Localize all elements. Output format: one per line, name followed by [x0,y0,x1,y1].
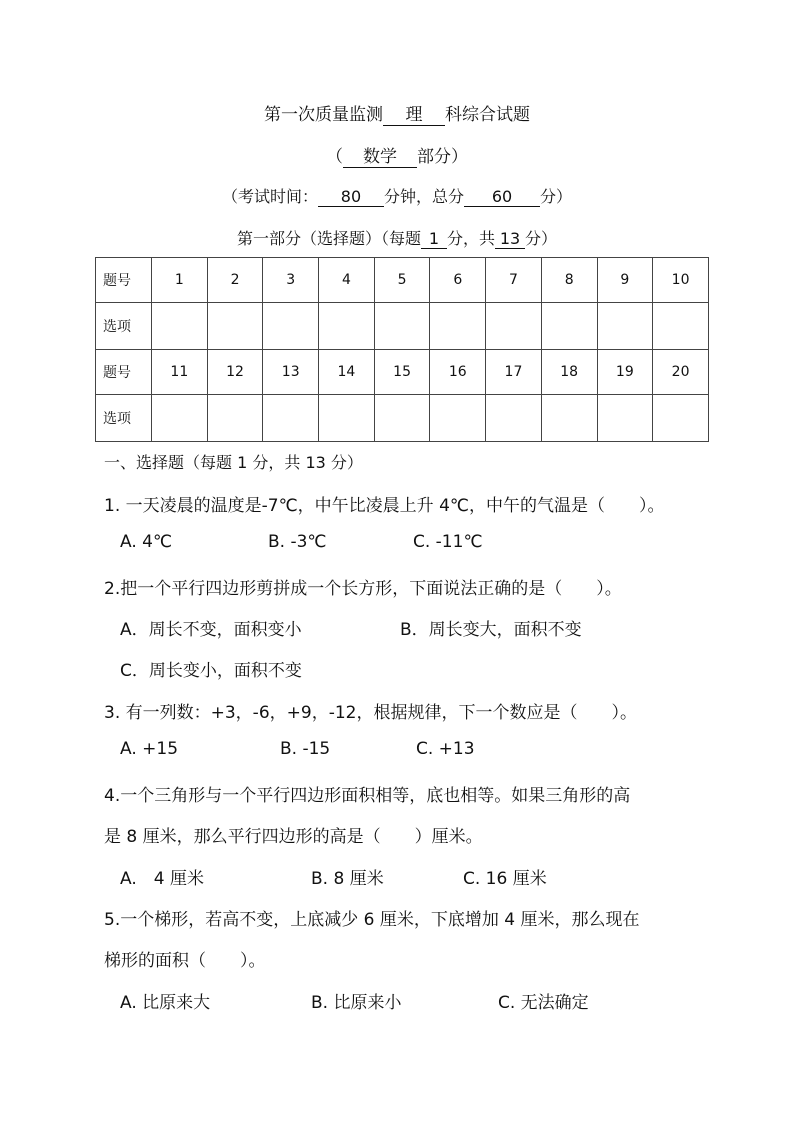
subject-blank: 理 [383,107,445,126]
answer-cell[interactable] [207,303,263,350]
question-number-cell: 11 [152,350,208,395]
question-number-cell: 14 [319,350,375,395]
question-4-text-line-1: 4.一个三角形与一个平行四边形面积相等，底也相等。如果三角形的高 [104,786,631,806]
subtitle-subject-blank: 数学 [343,149,417,168]
part-one-end: 分） [525,229,558,248]
question-1-option-b: B. -3℃ [268,532,327,552]
answer-cell[interactable] [374,303,430,350]
exam-info [0,184,794,207]
answer-cell[interactable] [541,395,597,442]
question-5-option-c: C. 无法确定 [498,993,589,1013]
table-row [96,258,709,303]
question-number-cell: 6 [430,258,486,303]
question-1-text: 1. 一天凌晨的温度是-7℃，中午比凌晨上升 4℃，中午的气温是（ ）。 [104,496,665,516]
question-1-option-a: A. 4℃ [120,532,173,552]
title-suffix: 科综合试题 [445,105,530,125]
answer-cell[interactable] [430,395,486,442]
answer-cell[interactable] [486,303,542,350]
answer-cell[interactable] [152,303,208,350]
question-number-cell: 1 [152,258,208,303]
question-5-text-line-1: 5.一个梯形，若高不变，上底减少 6 厘米，下底增加 4 厘米，那么现在 [104,910,640,930]
question-4-text-line-2: 是 8 厘米，那么平行四边形的高是（ ）厘米。 [104,827,483,847]
section-one-heading: 一、选择题（每题 1 分，共 13 分） [104,453,363,472]
question-number-cell: 9 [597,258,653,303]
answer-cell[interactable] [152,395,208,442]
exam-time-label: （考试时间： [221,187,318,206]
answer-cell[interactable] [597,303,653,350]
question-5-option-a: A. 比原来大 [120,993,211,1013]
row-label-number: 题号 [96,350,152,395]
row-label-choice: 选项 [96,303,152,350]
question-2-option-a: A．周长不变，面积变小 [120,620,302,640]
exam-time-unit: 分钟，总分 [383,187,464,206]
question-4-option-b: B. 8 厘米 [311,869,384,889]
table-row [96,303,709,350]
part-one-total: 13 [495,231,525,249]
question-number-cell: 15 [374,350,430,395]
question-3-text: 3. 有一列数：+3，-6，+9，-12，根据规律，下一个数应是（ ）。 [104,703,637,723]
question-number-cell: 13 [263,350,319,395]
question-number-cell: 2 [207,258,263,303]
exam-title [0,100,794,126]
question-2-option-b: B．周长变大，面积不变 [400,620,582,640]
answer-cell[interactable] [263,395,319,442]
answer-cell[interactable] [319,395,375,442]
question-number-cell: 10 [653,258,709,303]
exam-time-value: 80 [318,189,384,207]
total-score-value: 60 [464,189,540,207]
question-number-cell: 20 [653,350,709,395]
question-1-option-c: C. -11℃ [413,532,483,552]
question-3-option-b: B. -15 [280,739,331,759]
row-label-choice: 选项 [96,395,152,442]
question-4-option-c: C. 16 厘米 [463,869,547,889]
question-number-cell: 4 [319,258,375,303]
question-2-text: 2.把一个平行四边形剪拼成一个长方形，下面说法正确的是（ ）。 [104,579,622,599]
question-5-text-line-2: 梯形的面积（ ）。 [104,951,266,971]
question-number-cell: 18 [541,350,597,395]
question-number-cell: 12 [207,350,263,395]
table-row [96,350,709,395]
question-number-cell: 19 [597,350,653,395]
total-score-unit: 分） [540,187,573,206]
per-question-score: 1 [421,231,447,249]
question-2-option-c: C．周长变小，面积不变 [120,661,302,681]
subtitle-rest: 部分） [417,147,468,167]
row-label-number: 题号 [96,258,152,303]
answer-cell[interactable] [207,395,263,442]
question-3-option-c: C. +13 [416,739,475,759]
question-number-cell: 16 [430,350,486,395]
answer-cell[interactable] [374,395,430,442]
answer-cell[interactable] [597,395,653,442]
exam-subtitle [0,142,794,168]
question-number-cell: 8 [541,258,597,303]
title-prefix: 第一次质量监测 [264,105,383,125]
answer-cell[interactable] [430,303,486,350]
question-number-cell: 7 [486,258,542,303]
part-one-title [0,226,794,249]
question-5-option-b: B. 比原来小 [311,993,402,1013]
answer-cell[interactable] [541,303,597,350]
answer-cell[interactable] [486,395,542,442]
question-number-cell: 3 [263,258,319,303]
answer-cell[interactable] [653,395,709,442]
part-one-label: 第一部分（选择题）（每题 [236,229,421,248]
question-number-cell: 17 [486,350,542,395]
subtitle-open: （ [326,147,343,167]
table-row [96,395,709,442]
answer-cell[interactable] [263,303,319,350]
question-number-cell: 5 [374,258,430,303]
part-one-mid: 分，共 [446,229,495,248]
answer-cell[interactable] [653,303,709,350]
question-3-option-a: A. +15 [120,739,179,759]
answer-cell[interactable] [319,303,375,350]
question-4-option-a: A. 4 厘米 [120,869,204,889]
answer-table [95,257,709,442]
